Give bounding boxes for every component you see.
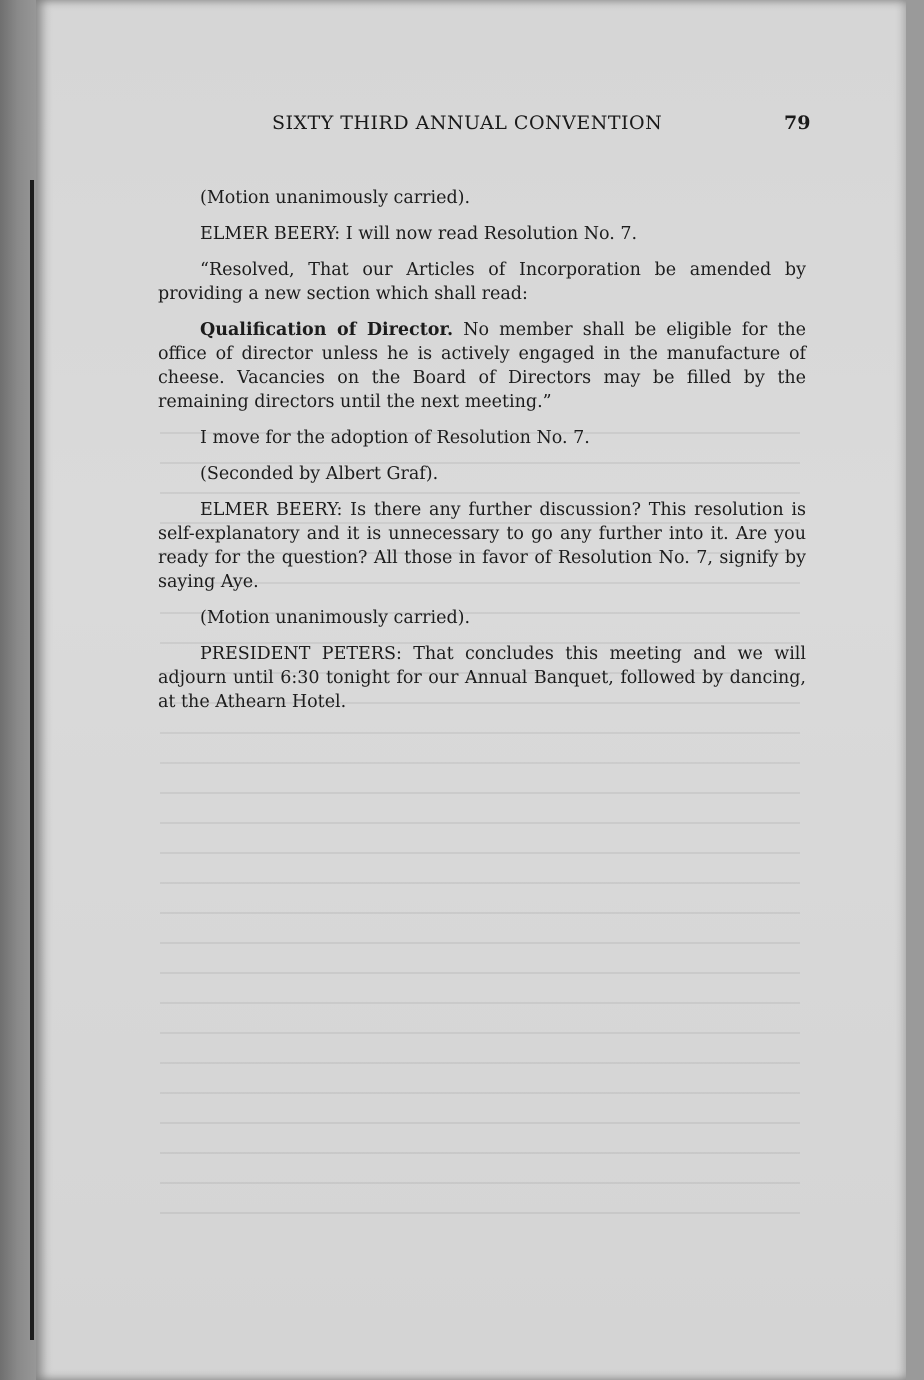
paragraph-qualification: [158, 318, 806, 414]
paragraph-discussion: ELMER BEERY: Is there any further discussion? This resolution is self-explanatory and it is unnecessary to go any further into it. Are you ready for the question? All those in favor of Resolution No. 7, signify by saying Aye.: [158, 500, 806, 592]
paragraph-motion-carried-2: (Motion unanimously carried).: [200, 608, 471, 628]
paragraph-resolved: “Resolved, That our Articles of Incorporation be amended by providing a new section which shall read:: [158, 260, 806, 304]
page-header: [0, 112, 924, 136]
qualification-heading: Qualification of Director.: [200, 320, 454, 340]
paragraph-motion-carried-1: (Motion unanimously carried).: [200, 188, 471, 208]
binding-edge: [30, 180, 34, 1340]
running-head: SIXTY THIRD ANNUAL CONVENTION: [272, 112, 663, 134]
page-number: 79: [784, 112, 811, 134]
paragraph-adjourn: PRESIDENT PETERS: That concludes this meeting and we will adjourn until 6:30 tonight for our Annual Banquet, followed by dancing, at the Athearn Hotel.: [158, 644, 806, 712]
page-body: [158, 186, 806, 726]
paragraph-move-adoption: I move for the adoption of Resolution No. 7.: [200, 428, 590, 448]
paragraph-read-resolution: ELMER BEERY: I will now read Resolution No. 7.: [200, 224, 638, 244]
paragraph-seconded: (Seconded by Albert Graf).: [200, 464, 439, 484]
qualification-text: No member shall be eligible for the office of director unless he is actively engaged in the manufacture of cheese. Vacancies on the Board of Directors may be filled by the remaining directors until the next meeting.”: [158, 320, 806, 412]
